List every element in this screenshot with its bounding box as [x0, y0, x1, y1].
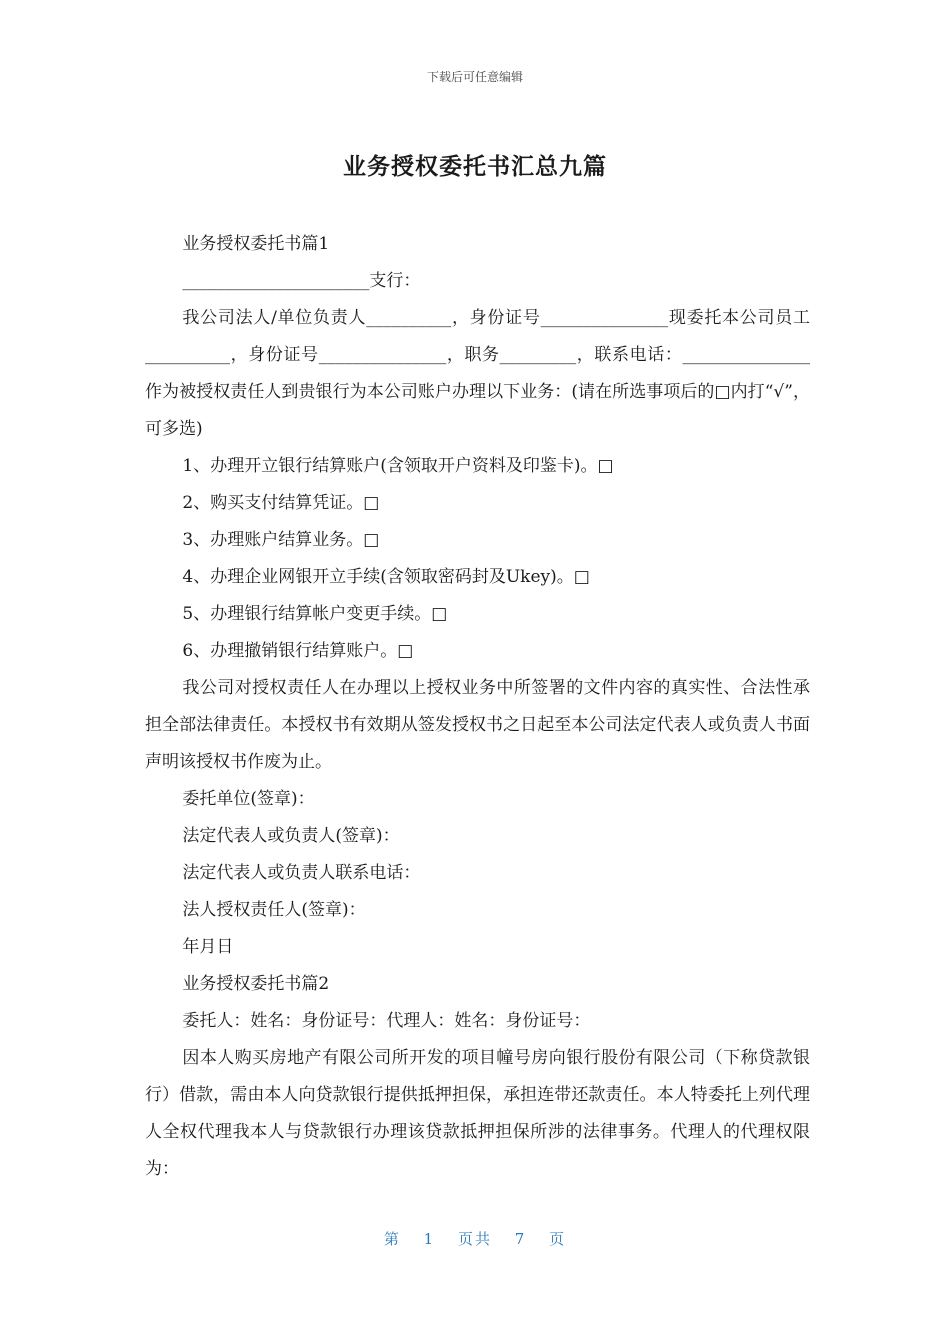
date-line: 年月日 — [182, 937, 234, 957]
page-footer — [0, 1228, 950, 1249]
signature-line: 法人授权责任人(签章)： — [182, 900, 366, 920]
list-item: 2、购买支付结算凭证。□ — [182, 493, 380, 513]
document-title: 业务授权委托书汇总九篇 — [343, 154, 607, 180]
list-item: 5、办理银行结算帐户变更手续。□ — [182, 604, 448, 624]
authorization-paragraph: 我公司法人/单位负责人__________，身份证号_______________现委托本公司员工__________，身份证号_______________，职务_________，联系电话：_______________作为被授权责任人到贵银行为本公司账户办理以下业务：(请在所选事项后的□内打“√”，可多选) — [145, 308, 810, 439]
signature-line: 委托单位(签章)： — [182, 789, 315, 809]
list-item: 4、办理企业网银开立手续(含领取密码封及Ukey)。□ — [182, 567, 590, 587]
addressee-line: ______________________支行： — [182, 271, 421, 291]
section-heading-2: 业务授权委托书篇2 — [182, 974, 330, 994]
footer-label-end: 页 — [549, 1230, 567, 1248]
signature-line: 法定代表人或负责人联系电话： — [182, 863, 421, 883]
section-heading-1: 业务授权委托书篇1 — [182, 234, 330, 254]
footer-current-page: 1 — [423, 1230, 436, 1248]
list-item: 3、办理账户结算业务。□ — [182, 530, 380, 550]
footer-label-of: 页共 — [457, 1230, 492, 1248]
header-note: 下载后可任意编辑 — [426, 70, 523, 84]
footer-total-pages: 7 — [514, 1230, 527, 1248]
mortgage-paragraph: 因本人购买房地产有限公司所开发的项目幢号房向银行股份有限公司（下称贷款银行）借款，需由本人向贷款银行提供抵押担保，承担连带还款责任。本人特委托上列代理人全权代理我本人与贷款银行办理该贷款抵押担保所涉的法律事务。代理人的代理权限为： — [145, 1048, 810, 1179]
footer-label-page: 第 — [383, 1230, 401, 1248]
list-item: 6、办理撤销银行结算账户。□ — [182, 641, 414, 661]
list-item: 1、办理开立银行结算账户(含领取开户资料及印鉴卡)。□ — [182, 456, 614, 476]
liability-paragraph: 我公司对授权责任人在办理以上授权业务中所签署的文件内容的真实性、合法性承担全部法律责任。本授权书有效期从签发授权书之日起至本公司法定代表人或负责人书面声明该授权书作废为止。 — [145, 678, 810, 772]
principal-info-line: 委托人：姓名：身份证号：代理人：姓名：身份证号： — [182, 1011, 591, 1031]
document-body — [145, 226, 810, 1188]
signature-line: 法定代表人或负责人(签章)： — [182, 826, 400, 846]
